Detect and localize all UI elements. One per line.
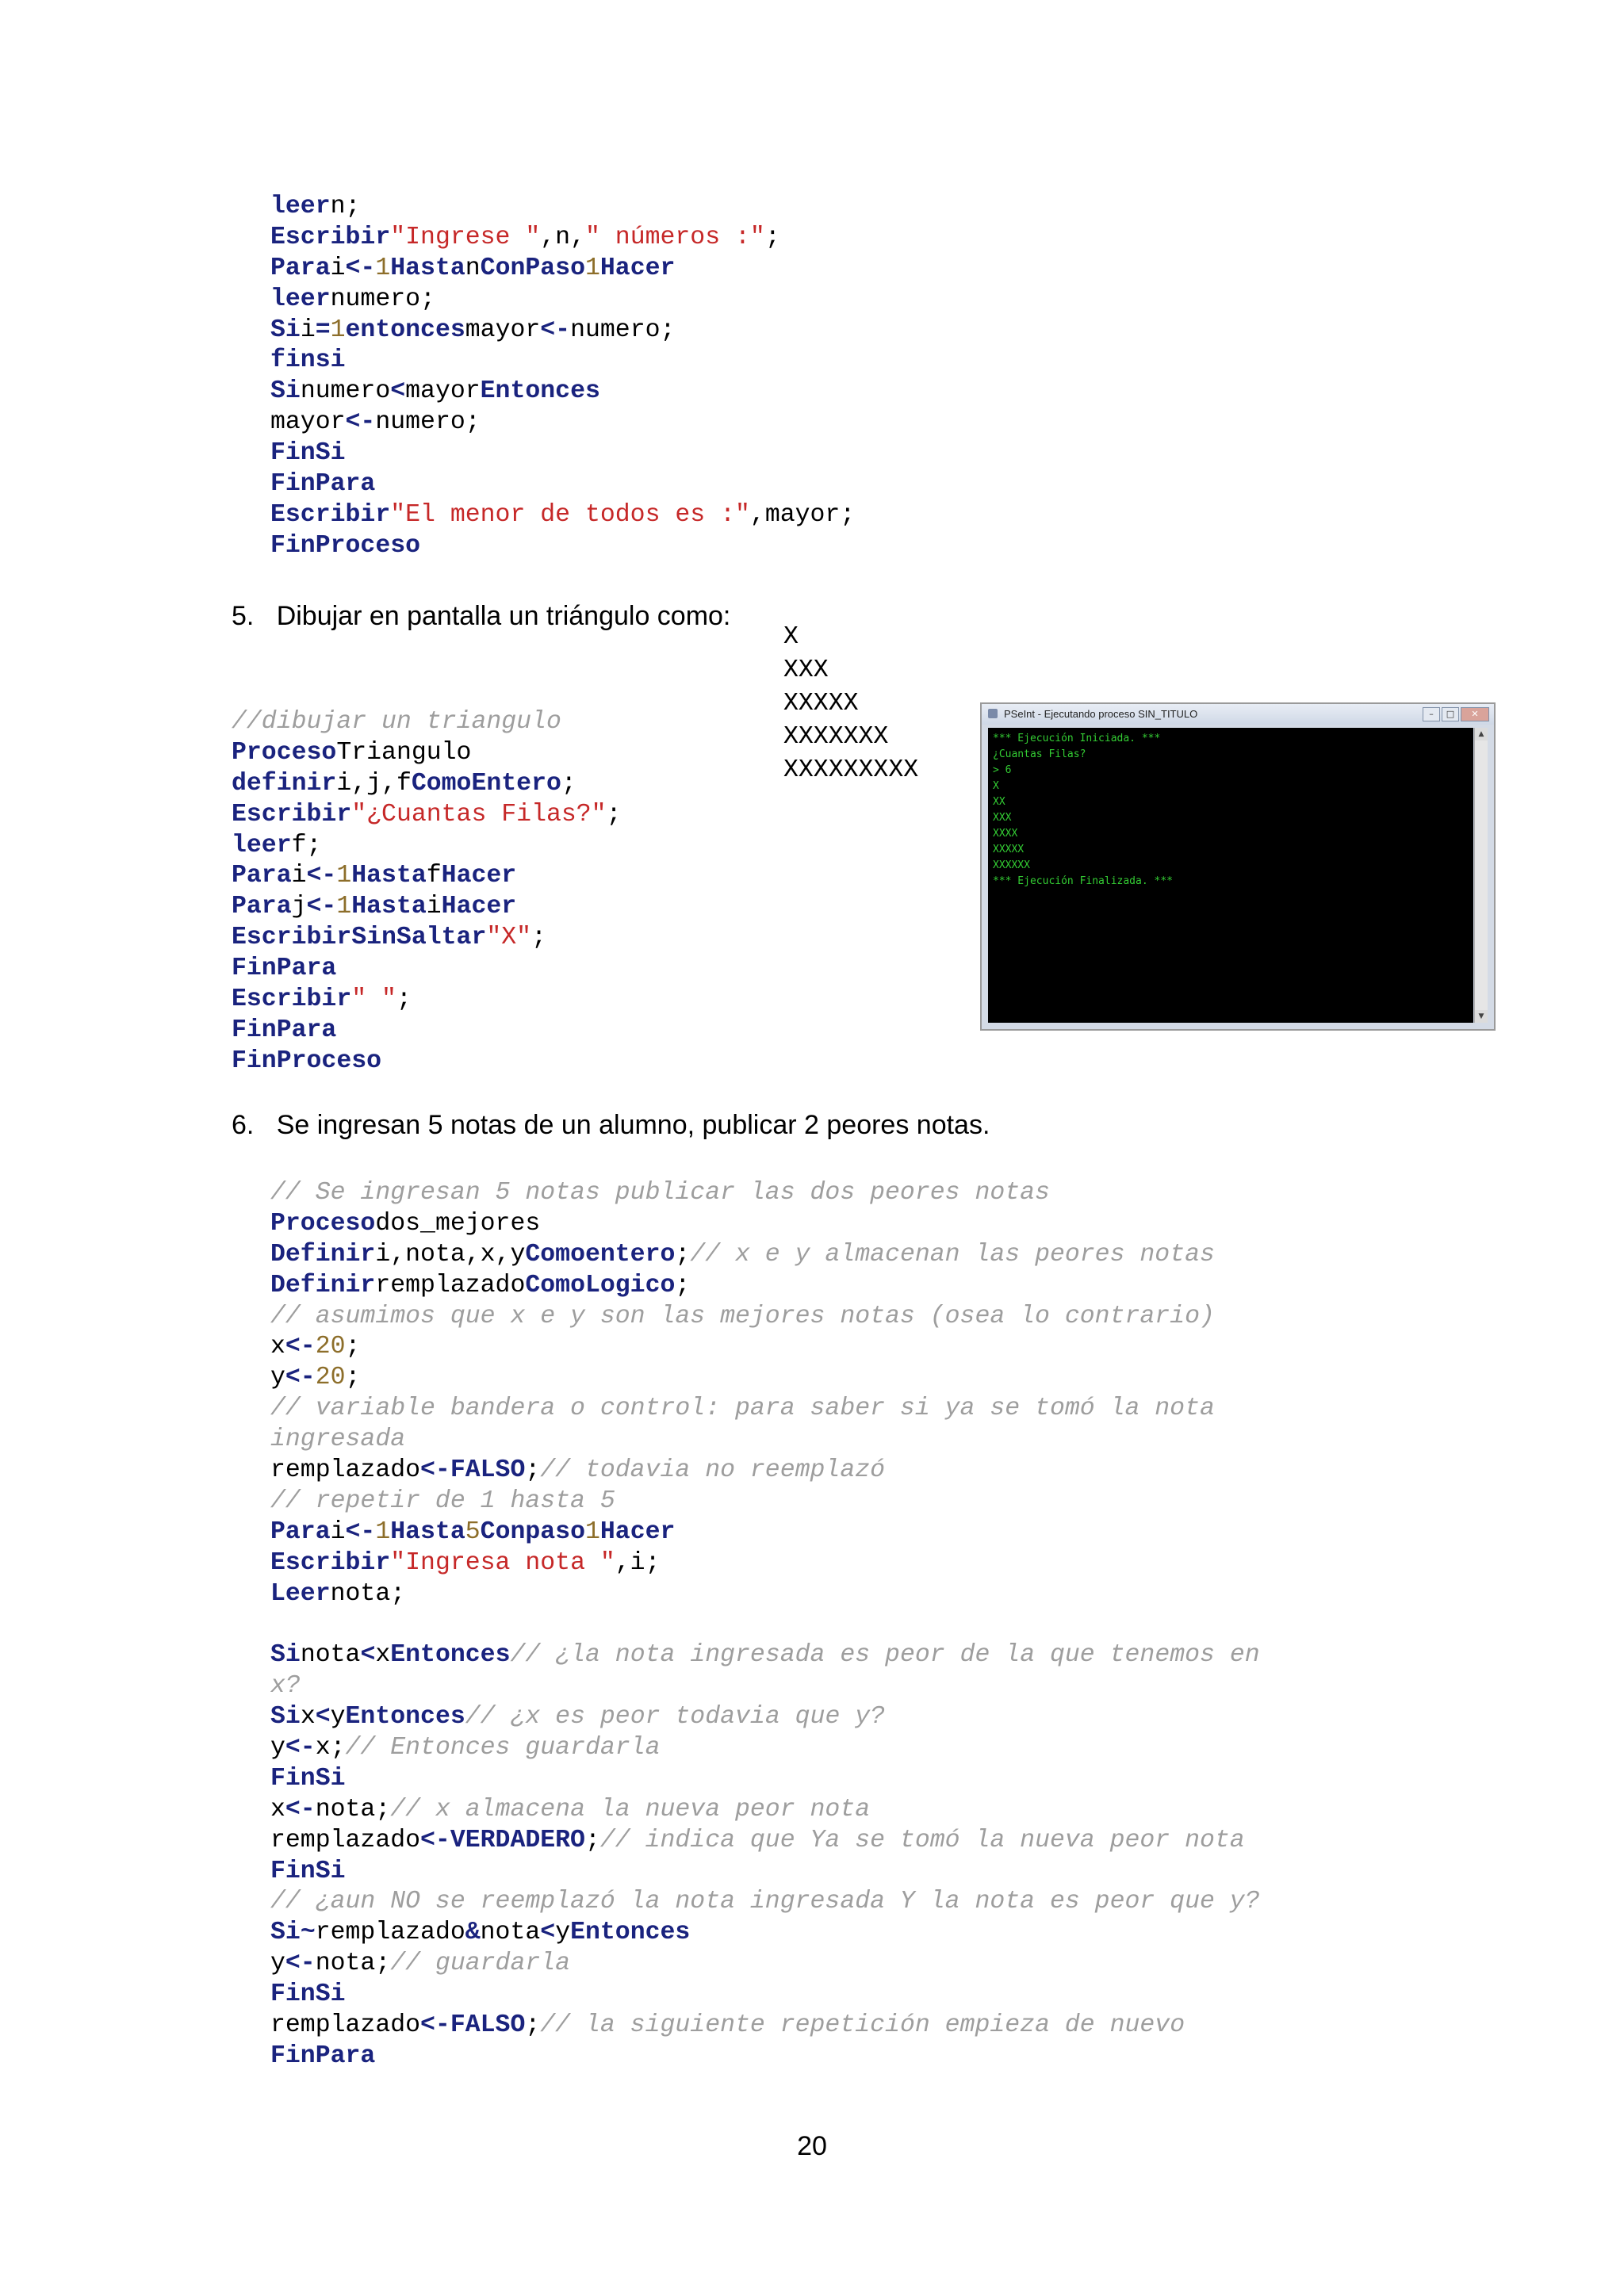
console-line: XXXXX xyxy=(993,844,1025,855)
code-token: Leer xyxy=(270,1579,331,1608)
code-token: ; xyxy=(764,223,780,251)
code-token: // asumimos que x e y son las mejores notas (osea lo contrario) xyxy=(270,1302,1215,1330)
code-line xyxy=(270,1671,1260,1702)
code-token: ; xyxy=(525,2011,541,2040)
code-token: // todavia no reemplazó xyxy=(540,1456,886,1485)
code-token: Escribir xyxy=(232,800,352,828)
code-token: Hacer xyxy=(599,1517,676,1546)
code-token: Entonces xyxy=(390,1641,511,1670)
code-line xyxy=(270,2042,1260,2072)
code-token: mayor xyxy=(465,316,541,344)
code-token: f xyxy=(426,862,442,890)
app-icon xyxy=(988,709,998,718)
code-token: Escribir xyxy=(232,985,352,1014)
code-line xyxy=(270,1240,1260,1271)
code-line xyxy=(270,223,855,254)
scrollbar[interactable] xyxy=(1474,728,1488,1023)
code-token: i xyxy=(330,254,346,282)
console-line: XXXX xyxy=(993,828,1018,840)
code-token: x; xyxy=(315,1734,346,1762)
code-token: FinSi xyxy=(270,1980,346,2009)
code-line xyxy=(270,192,855,223)
console-line: XXX xyxy=(993,812,1012,824)
code-token: <- xyxy=(306,862,337,890)
code-line xyxy=(270,1178,1260,1209)
code-token: <-VERDADERO xyxy=(420,1826,585,1854)
code-token: <- xyxy=(345,254,376,282)
console-line: *** Ejecución Iniciada. *** xyxy=(993,733,1161,744)
code-token: Si xyxy=(270,1703,301,1732)
code-token: ; xyxy=(584,1826,600,1854)
code-line xyxy=(270,469,855,500)
code-token: Entonces xyxy=(570,1919,691,1947)
code-line xyxy=(270,316,855,346)
code-token: ; xyxy=(561,769,576,798)
code-token: Si xyxy=(270,1641,301,1670)
code-token: 1 xyxy=(336,862,352,890)
code-line xyxy=(232,985,622,1016)
code-line xyxy=(270,1949,1260,1980)
code-token: y xyxy=(270,1364,285,1392)
code-token: // repetir de 1 hasta 5 xyxy=(270,1487,615,1515)
code-token: Escribir xyxy=(270,223,391,251)
console-line: XX xyxy=(993,796,1005,808)
code-line xyxy=(270,1887,1260,1918)
code-token: Si xyxy=(270,316,301,344)
code-token: FinPara xyxy=(270,2042,376,2070)
code-block-peores-notas xyxy=(270,1178,1260,2072)
exercise-5-heading: 5. Dibujar en pantalla un triángulo como: xyxy=(232,601,731,631)
code-token: finsi xyxy=(270,346,346,375)
code-token: y xyxy=(330,1703,346,1732)
code-line xyxy=(270,1579,1260,1610)
code-token: ,mayor; xyxy=(749,500,856,529)
code-line xyxy=(232,831,622,862)
code-line xyxy=(270,377,855,408)
code-token: Proceso xyxy=(232,738,337,767)
code-token: ; xyxy=(345,1333,361,1361)
code-token: x xyxy=(270,1333,285,1361)
code-token: Hacer xyxy=(441,862,517,890)
code-token: // indica que Ya se tomó la nueva peor nota xyxy=(599,1826,1245,1854)
code-token: Hacer xyxy=(599,254,676,282)
code-token: Hacer xyxy=(441,893,517,921)
code-token: ,i; xyxy=(615,1548,661,1577)
code-token: remplazado xyxy=(270,2011,421,2040)
pseint-console-window xyxy=(980,702,1496,1031)
code-token: Definir xyxy=(270,1240,376,1269)
code-token: n; xyxy=(330,193,361,220)
code-token: // ¿la nota ingresada es peor de la que tenemos en xyxy=(510,1641,1260,1670)
code-line xyxy=(232,861,622,892)
code-line xyxy=(270,1980,1260,2011)
code-line xyxy=(270,1640,1260,1671)
code-token: <-FALSO xyxy=(420,2011,526,2040)
code-token: y xyxy=(270,1950,285,1978)
code-token: mayor xyxy=(405,377,481,406)
code-line xyxy=(270,1302,1260,1333)
code-token: ; xyxy=(525,1456,541,1485)
code-token: ComoLogico xyxy=(525,1271,676,1299)
code-line xyxy=(270,1548,1260,1579)
code-line xyxy=(270,346,855,377)
code-line xyxy=(270,1394,1260,1425)
code-token: leer xyxy=(232,831,292,859)
code-line xyxy=(270,1764,1260,1795)
console-line: *** Ejecución Finalizada. *** xyxy=(993,875,1173,887)
code-token: Si xyxy=(270,377,301,406)
code-line xyxy=(270,1918,1260,1949)
code-block-mayor xyxy=(270,192,855,562)
code-token: ; xyxy=(396,985,412,1014)
code-token: f; xyxy=(291,831,322,859)
code-line xyxy=(270,1487,1260,1517)
code-token: Entonces xyxy=(345,1703,465,1732)
code-token: ComoEntero xyxy=(411,769,561,798)
code-token: 1 xyxy=(375,1517,391,1546)
code-line xyxy=(270,254,855,285)
code-line xyxy=(270,1425,1260,1456)
code-token: ; xyxy=(675,1240,691,1269)
code-line xyxy=(270,285,855,316)
code-line xyxy=(270,1332,1260,1363)
code-token: <- xyxy=(285,1795,316,1823)
code-token: <- xyxy=(306,893,337,921)
window-titlebar xyxy=(982,704,1494,725)
code-token: ; xyxy=(531,924,546,952)
code-token: numero; xyxy=(330,285,435,313)
maximize-icon[interactable]: □ xyxy=(1442,707,1459,721)
code-token: Para xyxy=(270,254,331,282)
triangle-pattern xyxy=(783,621,918,787)
code-token: <- xyxy=(540,316,571,344)
code-line xyxy=(232,738,622,769)
code-token: "X" xyxy=(486,924,532,952)
code-token: y xyxy=(555,1919,571,1947)
code-token: // ¿x es peor todavia que y? xyxy=(465,1703,886,1732)
code-token: x xyxy=(300,1703,316,1732)
code-token: nota xyxy=(300,1641,361,1670)
code-token: "Ingresa nota " xyxy=(390,1548,615,1577)
code-token: ; xyxy=(675,1271,691,1299)
code-token: Proceso xyxy=(270,1209,376,1238)
close-icon[interactable]: ✕ xyxy=(1461,707,1489,721)
code-token: i xyxy=(330,1517,346,1546)
window-title: PSeInt - Ejecutando proceso SIN_TITULO xyxy=(1004,708,1198,720)
code-token: definir xyxy=(232,769,337,798)
code-token: < xyxy=(360,1641,376,1670)
code-token: i xyxy=(426,893,442,921)
code-token: 1 xyxy=(330,316,346,344)
code-token: 5 xyxy=(465,1517,481,1546)
code-line xyxy=(270,2011,1260,2042)
code-token: nota; xyxy=(315,1950,391,1978)
code-line xyxy=(232,769,622,800)
code-token: x? xyxy=(270,1672,301,1701)
code-token: 1 xyxy=(336,893,352,921)
code-token: <- xyxy=(345,408,376,437)
page-number: 20 xyxy=(797,2131,827,2161)
code-line xyxy=(270,1733,1260,1764)
code-token: ; xyxy=(345,1364,361,1392)
code-line xyxy=(232,800,622,831)
code-token: // la siguiente repetición empieza de nuevo xyxy=(540,2011,1185,2040)
code-token: FinPara xyxy=(232,1016,337,1044)
code-token: FinProceso xyxy=(270,531,421,560)
code-token: Para xyxy=(232,893,292,921)
code-token: Escribir xyxy=(270,500,391,529)
code-token: <-FALSO xyxy=(420,1456,526,1485)
code-token: i,j,f xyxy=(336,769,412,798)
code-token: FinSi xyxy=(270,1764,346,1793)
code-line xyxy=(232,892,622,923)
code-token: Definir xyxy=(270,1271,376,1299)
code-token: numero; xyxy=(570,316,676,344)
code-line xyxy=(270,1702,1260,1733)
code-token: nota; xyxy=(330,1579,406,1608)
code-token: " " xyxy=(351,985,396,1014)
code-token: Triangulo xyxy=(336,738,472,767)
console-output xyxy=(988,728,1473,1023)
code-token: Hasta xyxy=(351,893,427,921)
code-token: entonces xyxy=(345,316,465,344)
code-token: nota xyxy=(480,1919,541,1947)
code-token: FinProceso xyxy=(232,1047,382,1075)
code-token: <- xyxy=(285,1333,316,1361)
console-line: XXXXXX xyxy=(993,859,1030,871)
triangle-row: XXXXXXXXX xyxy=(783,756,919,784)
code-token: y xyxy=(270,1734,285,1762)
code-token: Hasta xyxy=(351,862,427,890)
code-token: // variable bandera o control: para saber si ya se tomó la nota xyxy=(270,1395,1215,1423)
code-token: leer xyxy=(270,285,331,313)
code-token: Conpaso xyxy=(480,1517,585,1546)
code-token: // x e y almacenan las peores notas xyxy=(690,1240,1215,1269)
code-token: " números :" xyxy=(584,223,765,251)
code-token: ~ xyxy=(300,1919,316,1947)
code-line xyxy=(270,500,855,531)
code-token: Para xyxy=(270,1517,331,1546)
scroll-up-icon[interactable]: ▲ xyxy=(1475,728,1488,740)
code-token: n xyxy=(465,254,481,282)
code-token: x xyxy=(375,1641,391,1670)
code-token: 20 xyxy=(315,1333,346,1361)
code-token: EscribirSinSaltar xyxy=(232,924,487,952)
triangle-row: X xyxy=(783,623,799,651)
code-token: // ¿aun NO se reemplazó la nota ingresada Y la nota es peor que y? xyxy=(270,1888,1260,1916)
exercise-6-heading: 6. Se ingresan 5 notas de un alumno, publicar 2 peores notas. xyxy=(232,1110,990,1140)
code-token: Para xyxy=(232,862,292,890)
minimize-icon[interactable]: – xyxy=(1423,707,1440,721)
code-token: Hasta xyxy=(390,1517,465,1546)
scroll-down-icon[interactable]: ▼ xyxy=(1475,1010,1488,1023)
code-token: dos_mejores xyxy=(375,1209,541,1238)
code-token: "Ingrese " xyxy=(390,223,541,251)
code-token: numero; xyxy=(375,408,481,437)
code-token: ,n, xyxy=(540,223,585,251)
code-line xyxy=(270,1209,1260,1240)
code-line xyxy=(270,1609,1260,1640)
code-token: "¿Cuantas Filas?" xyxy=(351,800,607,828)
code-line xyxy=(270,531,855,562)
code-line xyxy=(270,1456,1260,1487)
code-token: Escribir xyxy=(270,1548,391,1577)
code-token: numero xyxy=(300,377,391,406)
code-token: FinPara xyxy=(270,470,376,499)
code-line xyxy=(232,1047,622,1077)
console-line: X xyxy=(993,780,999,792)
window-controls xyxy=(1423,707,1489,721)
code-token: //dibujar un triangulo xyxy=(232,708,561,736)
triangle-row: XXXXXXX xyxy=(783,723,889,751)
code-token: j xyxy=(291,893,307,921)
code-token: leer xyxy=(270,193,331,220)
code-token: 1 xyxy=(585,254,600,282)
code-token: 20 xyxy=(315,1364,346,1392)
code-token: i,nota,x,y xyxy=(375,1240,526,1269)
console-line: ¿Cuantas Filas? xyxy=(993,748,1086,760)
code-line xyxy=(270,1826,1260,1857)
code-token: Comoentero xyxy=(525,1240,676,1269)
code-token: ingresada xyxy=(270,1425,406,1454)
code-token: remplazado xyxy=(315,1919,465,1947)
code-token: Si xyxy=(270,1919,301,1947)
code-token: < xyxy=(390,377,406,406)
code-line xyxy=(270,1271,1260,1302)
code-line xyxy=(232,923,622,954)
code-token: FinSi xyxy=(270,439,346,468)
code-token: <- xyxy=(285,1950,316,1978)
console-line: > 6 xyxy=(993,764,1012,776)
code-token: ConPaso xyxy=(480,254,585,282)
code-token: Hasta xyxy=(390,254,465,282)
code-token: < xyxy=(315,1703,331,1732)
code-line xyxy=(232,707,622,738)
code-token: 1 xyxy=(585,1517,600,1546)
code-line xyxy=(270,1363,1260,1394)
code-line xyxy=(270,408,855,438)
code-token: // guardarla xyxy=(390,1950,571,1978)
triangle-row: XXXXX xyxy=(783,690,859,718)
code-token: x xyxy=(270,1795,285,1823)
code-token: <- xyxy=(285,1734,316,1762)
code-token: ; xyxy=(606,800,622,828)
console-text xyxy=(993,731,1173,890)
code-token: i xyxy=(291,862,307,890)
code-token: remplazado xyxy=(270,1456,421,1485)
code-token: // Entonces guardarla xyxy=(345,1734,661,1762)
code-line xyxy=(232,954,622,985)
code-line xyxy=(270,1857,1260,1888)
code-token: < xyxy=(540,1919,556,1947)
code-block-triangulo xyxy=(232,707,622,1077)
code-token: FinSi xyxy=(270,1857,346,1885)
code-token: <- xyxy=(285,1364,316,1392)
triangle-row: XXX xyxy=(783,656,829,684)
code-token: <- xyxy=(345,1517,376,1546)
code-token: 1 xyxy=(375,254,391,282)
code-token: remplazado xyxy=(375,1271,526,1299)
code-line xyxy=(232,1016,622,1047)
code-token: remplazado xyxy=(270,1826,421,1854)
code-token: nota; xyxy=(315,1795,391,1823)
code-token: i xyxy=(300,316,316,344)
code-token: & xyxy=(465,1919,481,1947)
code-line xyxy=(270,1795,1260,1826)
code-token: // Se ingresan 5 notas publicar las dos peores notas xyxy=(270,1179,1050,1207)
code-token: FinPara xyxy=(232,955,337,983)
code-token: = xyxy=(315,316,331,344)
code-line xyxy=(270,1517,1260,1548)
code-token: "El menor de todos es :" xyxy=(390,500,750,529)
code-token: Entonces xyxy=(480,377,600,406)
code-token: // x almacena la nueva peor nota xyxy=(390,1795,871,1823)
code-line xyxy=(270,438,855,469)
code-token: mayor xyxy=(270,408,346,437)
